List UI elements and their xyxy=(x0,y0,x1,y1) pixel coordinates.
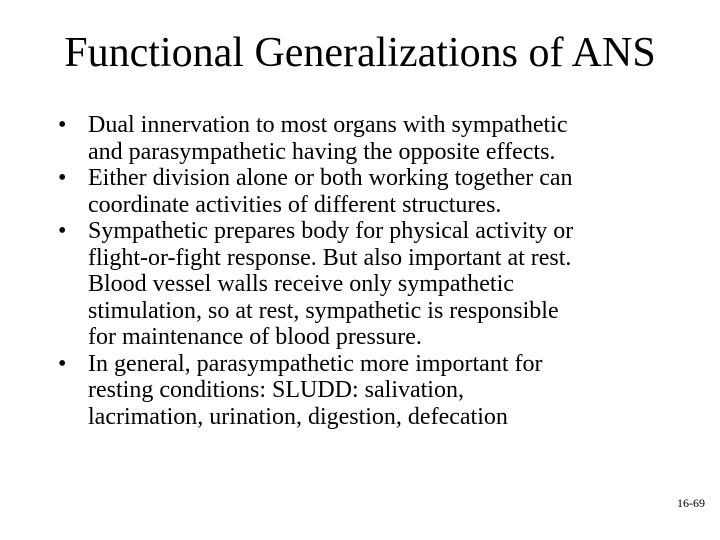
bullet-line: coordinate activities of different structures. xyxy=(88,191,502,218)
bullet-item-either-division xyxy=(58,165,678,218)
bullet-line: In general, parasympathetic more important for xyxy=(88,350,543,377)
bullet-line: lacrimation, urination, digestion, defecation xyxy=(88,403,508,430)
bullet-line: Blood vessel walls receive only sympathetic xyxy=(88,271,514,297)
bullet-list xyxy=(58,112,678,430)
bullet-line: for maintenance of blood pressure. xyxy=(88,324,422,350)
bullet-item-parasympathetic xyxy=(58,351,678,431)
bullet-item-dual-innervation xyxy=(58,112,678,165)
bullet-line: Dual innervation to most organs with sympathetic xyxy=(88,112,568,138)
bullet-line: resting conditions: SLUDD: salivation, xyxy=(88,377,464,403)
bullet-icon: • xyxy=(58,112,67,138)
bullet-line: flight-or-fight response. But also important at rest. xyxy=(88,244,572,271)
bullet-line: Either division alone or both working together can xyxy=(88,165,573,191)
bullet-icon: • xyxy=(58,165,67,191)
bullet-line: Sympathetic prepares body for physical activity or xyxy=(88,218,574,244)
slide-title: Functional Generalizations of ANS xyxy=(64,30,656,76)
bullet-icon: • xyxy=(58,350,67,377)
bullet-line: stimulation, so at rest, sympathetic is responsible xyxy=(88,297,559,324)
bullet-line: and parasympathetic having the opposite effects. xyxy=(88,138,556,165)
slide-number: 16-69 xyxy=(677,496,705,510)
bullet-item-sympathetic xyxy=(58,218,678,351)
bullet-icon: • xyxy=(58,218,67,244)
